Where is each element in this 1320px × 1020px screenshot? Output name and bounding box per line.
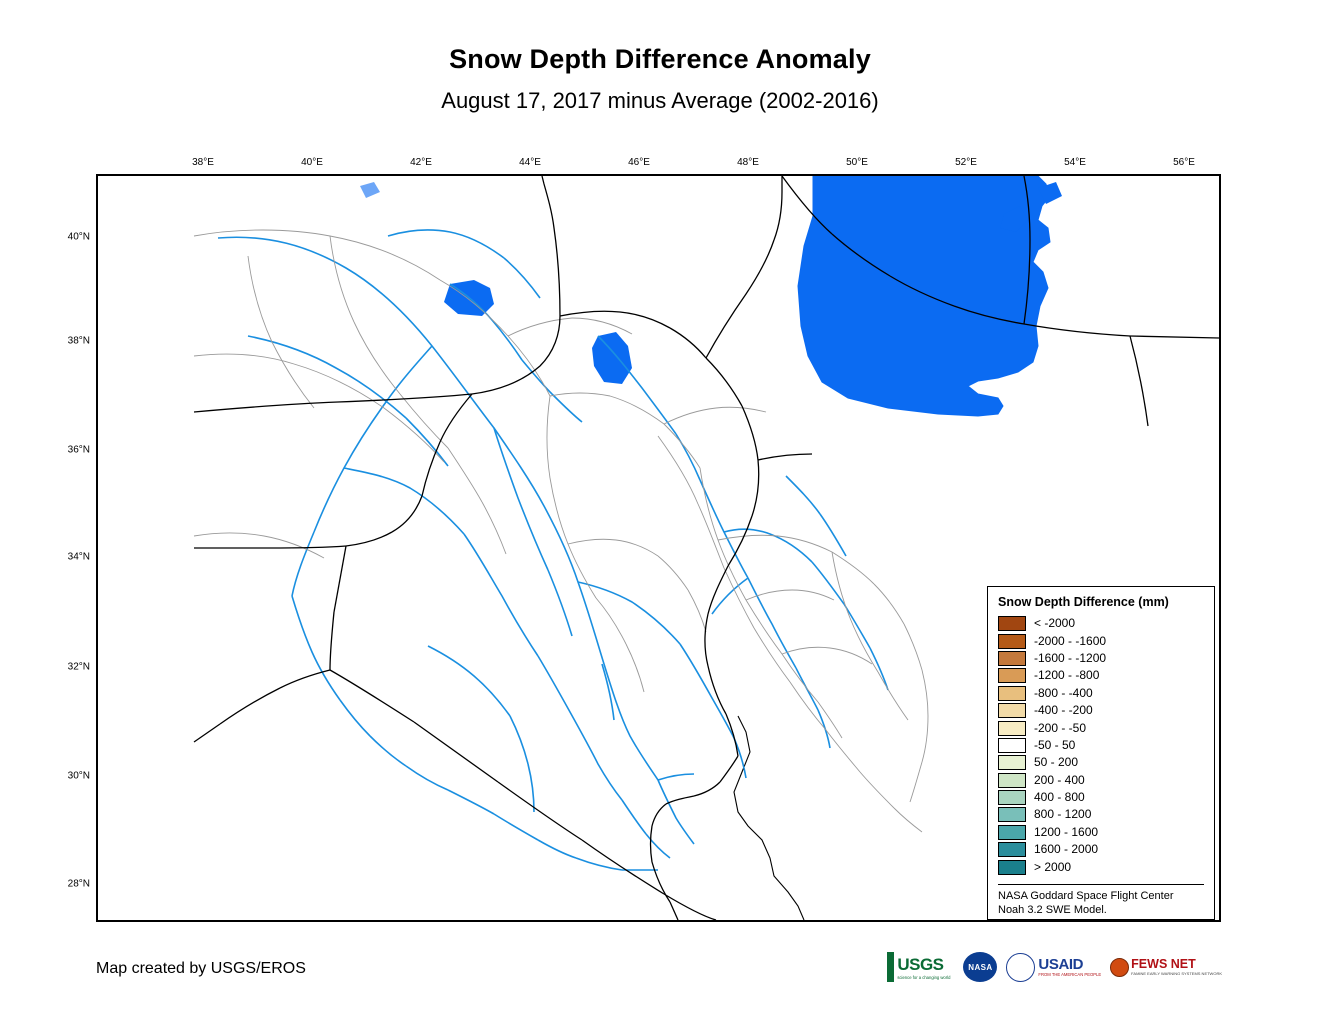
- usgs-logo-tagline: science for a changing world: [897, 974, 951, 980]
- legend-label: 50 - 200: [1034, 755, 1079, 770]
- lakes: [360, 182, 632, 384]
- page-title: Snow Depth Difference Anomaly: [449, 44, 871, 74]
- lon-label-54e: 54°E: [1064, 157, 1086, 168]
- usaid-seal-icon: [1006, 953, 1035, 982]
- legend-label: -2000 - -1600: [1034, 633, 1107, 648]
- legend-row: [998, 824, 1204, 841]
- lat-label-32n: 32°N: [67, 661, 90, 673]
- usaid-logo-tagline: FROM THE AMERICAN PEOPLE: [1038, 971, 1102, 977]
- legend-swatch: [998, 651, 1026, 666]
- lon-label-52e: 52°E: [955, 157, 977, 168]
- lat-label-34n: 34°N: [67, 551, 90, 563]
- legend-swatch: [998, 703, 1026, 718]
- legend-row: [998, 737, 1204, 754]
- map-legend: [987, 586, 1215, 920]
- legend-swatch: [998, 773, 1026, 788]
- lat-label-38n: 38°N: [67, 335, 90, 347]
- legend-label: -200 - -50: [1034, 720, 1087, 735]
- lon-label-40e: 40°E: [301, 157, 323, 168]
- legend-row: [998, 702, 1204, 719]
- legend-swatch: [998, 616, 1026, 631]
- legend-source-line1: NASA Goddard Space Flight Center: [998, 889, 1174, 902]
- legend-swatch: [998, 634, 1026, 649]
- legend-row: [998, 615, 1204, 632]
- persian-gulf-waterbody: [734, 716, 804, 920]
- fews-net-logo-text: FEWS NET: [1131, 957, 1196, 971]
- nasa-logo: [963, 952, 997, 982]
- lon-label-38e: 38°E: [192, 157, 214, 168]
- legend-label: -400 - -200: [1034, 703, 1093, 718]
- usgs-logo-text: USGS: [897, 954, 944, 974]
- page-subtitle: August 17, 2017 minus Average (2002-2016): [441, 88, 879, 113]
- nasa-logo-text: NASA: [968, 962, 993, 972]
- legend-row: [998, 841, 1204, 858]
- legend-row: [998, 754, 1204, 771]
- logo-bar: [887, 952, 1222, 982]
- rivers-layer: [218, 230, 888, 870]
- legend-label: 200 - 400: [1034, 772, 1085, 787]
- usaid-logo: [1006, 952, 1101, 982]
- fews-net-logo-tagline: FAMINE EARLY WARNING SYSTEMS NETWORK: [1131, 971, 1222, 976]
- legend-swatch: [998, 721, 1026, 736]
- legend-label: -50 - 50: [1034, 737, 1076, 752]
- legend-label: 400 - 800: [1034, 790, 1085, 805]
- legend-label: -1600 - -1200: [1034, 650, 1107, 665]
- legend-swatch: [998, 668, 1026, 683]
- legend-row: [998, 858, 1204, 875]
- legend-label: 1600 - 2000: [1034, 842, 1099, 857]
- lat-label-36n: 36°N: [67, 444, 90, 456]
- legend-label: < -2000: [1034, 616, 1076, 631]
- legend-row: [998, 789, 1204, 806]
- lat-label-28n: 28°N: [67, 878, 90, 890]
- legend-swatch: [998, 807, 1026, 822]
- legend-label: -1200 - -800: [1034, 668, 1100, 683]
- legend-label: -800 - -400: [1034, 685, 1093, 700]
- usaid-logo-text: USAID: [1038, 955, 1084, 973]
- legend-row: [998, 650, 1204, 667]
- lon-label-48e: 48°E: [737, 157, 759, 168]
- map-credit: Map created by USGS/EROS: [96, 960, 306, 977]
- legend-row: [998, 632, 1204, 649]
- legend-swatch: [998, 755, 1026, 770]
- lon-label-50e: 50°E: [846, 157, 868, 168]
- legend-entries: [998, 615, 1204, 876]
- legend-swatch: [998, 825, 1026, 840]
- fews-net-logo: [1110, 952, 1222, 982]
- legend-row: [998, 806, 1204, 823]
- legend-swatch: [998, 860, 1026, 875]
- legend-source-line2: Noah 3.2 SWE Model.: [998, 903, 1107, 916]
- lon-label-42e: 42°E: [410, 157, 432, 168]
- lat-label-30n: 30°N: [67, 770, 90, 782]
- legend-swatch: [998, 790, 1026, 805]
- lat-label-40n: 40°N: [67, 231, 90, 243]
- lon-label-56e: 56°E: [1173, 157, 1195, 168]
- legend-swatch: [998, 686, 1026, 701]
- legend-title: Snow Depth Difference (mm): [998, 595, 1169, 609]
- legend-swatch: [998, 842, 1026, 857]
- legend-row: [998, 667, 1204, 684]
- legend-row: [998, 719, 1204, 736]
- lon-label-46e: 46°E: [628, 157, 650, 168]
- legend-label: 1200 - 1600: [1034, 824, 1099, 839]
- usgs-logo: [887, 952, 954, 982]
- legend-swatch: [998, 738, 1026, 753]
- globe-icon: [1110, 958, 1129, 977]
- legend-source: [998, 884, 1204, 917]
- legend-row: [998, 772, 1204, 789]
- lon-label-44e: 44°E: [519, 157, 541, 168]
- legend-row: [998, 685, 1204, 702]
- legend-label: 800 - 1200: [1034, 807, 1092, 822]
- legend-label: > 2000: [1034, 859, 1072, 874]
